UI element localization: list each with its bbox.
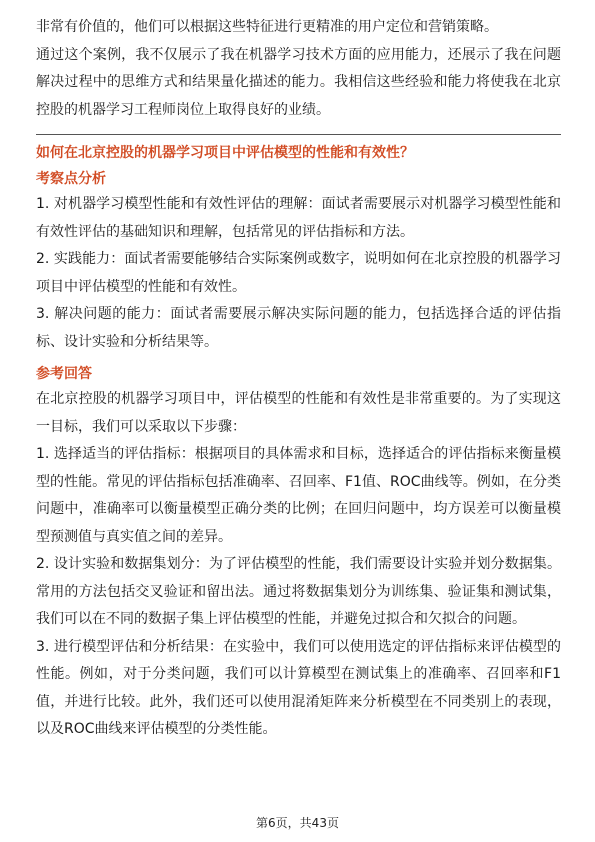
analysis-heading: 考察点分析 <box>36 171 106 187</box>
answer-paragraph: 1. 选择适当的评估指标：根据项目的具体需求和目标，选择适合的评估指标来衡量模型的性能。常见的评估指标包括准确率、召回率、F1值、ROC曲线等。例如，在分类问题中，准确率可以衡量模型正确分类的比例；在回归问题中，均方误差可以衡量模型预测值与真实值之间的差异。 <box>36 446 561 545</box>
analysis-point: 1. 对机器学习模型性能和有效性评估的理解：面试者需要展示对机器学习模型性能和有效性评估的基础知识和理解，包括常见的评估指标和方法。 <box>36 196 561 240</box>
analysis-point: 3. 解决问题的能力：面试者需要展示解决实际问题的能力，包括选择合适的评估指标、设计实验和分析结果等。 <box>36 306 561 350</box>
section-divider <box>36 134 561 135</box>
answer-heading: 参考回答 <box>36 366 92 382</box>
answer-paragraph: 在北京控股的机器学习项目中，评估模型的性能和有效性是非常重要的。为了实现这一目标，我们可以采取以下步骤： <box>36 391 561 435</box>
answer-paragraph: 2. 设计实验和数据集划分：为了评估模型的性能，我们需要设计实验并划分数据集。常用的方法包括交叉验证和留出法。通过将数据集划分为训练集、验证集和测试集，我们可以在不同的数据子集上评估模型的性能，并避免过拟合和欠拟合的问题。 <box>36 556 561 627</box>
intro-paragraph: 非常有价值的，他们可以根据这些特征进行更精准的用户定位和营销策略。 <box>36 19 498 35</box>
analysis-point: 2. 实践能力：面试者需要能够结合实际案例或数字，说明如何在北京控股的机器学习项目中评估模型的性能和有效性。 <box>36 251 561 295</box>
page-number: 第6页，共43页 <box>256 816 339 830</box>
document-page <box>36 14 561 744</box>
question-title: 如何在北京控股的机器学习项目中评估模型的性能和有效性？ <box>36 145 414 161</box>
intro-paragraph: 通过这个案例，我不仅展示了我在机器学习技术方面的应用能力，还展示了我在问题解决过程中的思维方式和结果量化描述的能力。我相信这些经验和能力将使我在北京控股的机器学习工程师岗位上取得良好的业绩。 <box>36 46 561 118</box>
answer-paragraph: 3. 进行模型评估和分析结果：在实验中，我们可以使用选定的评估指标来评估模型的性能。例如，对于分类问题，我们可以计算模型在测试集上的准确率、召回率和F1值，并进行比较。此外，我们还可以使用混淆矩阵来分析模型在不同类别上的表现，以及ROC曲线来评估模型的分类性能。 <box>36 638 561 737</box>
